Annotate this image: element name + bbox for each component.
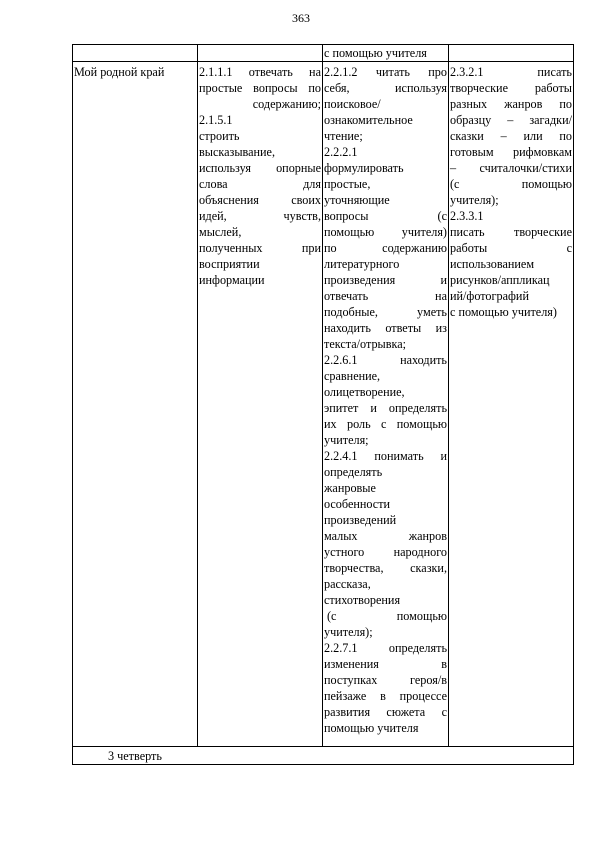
col3-line: находить ответы из	[324, 321, 447, 335]
col-divider-1	[197, 44, 198, 747]
col4-line: творческие работы	[450, 81, 572, 95]
col3-line: помощью учителя)	[324, 225, 447, 239]
col2-line: простые вопросы по	[199, 81, 321, 95]
writing-goals-cell	[450, 64, 572, 320]
topic-cell	[74, 64, 195, 80]
col3-line: отвечать на	[324, 289, 447, 303]
table-bottom-border	[72, 764, 574, 765]
col3-line: поисковое/	[324, 97, 381, 111]
col3-line: по содержанию	[324, 241, 447, 255]
col3-line: учителя;	[324, 433, 369, 447]
col4-line: разных жанров по	[450, 97, 572, 111]
col3-line: ознакомительное	[324, 113, 413, 127]
col2-line: восприятии	[199, 257, 260, 271]
col-divider-3	[448, 44, 449, 747]
col4-line: (с помощью	[450, 177, 572, 191]
continuation-row-col3	[324, 45, 446, 61]
continuation-text: с помощью учителя	[324, 46, 427, 60]
col3-line: определять	[324, 465, 383, 479]
col2-line: содержанию;	[252, 97, 321, 111]
col2-line: 2.1.5.1	[199, 113, 233, 127]
col3-line: устного народного	[324, 545, 447, 559]
col3-line: литературного	[324, 257, 400, 271]
col3-line: 2.2.4.1 понимать и	[324, 449, 447, 463]
col4-line: использованием	[450, 257, 535, 271]
col2-line: информации	[199, 273, 265, 287]
col3-line: простые,	[324, 177, 371, 191]
col3-line: особенности	[324, 497, 391, 511]
col2-line: высказывание,	[199, 145, 276, 159]
table-right-border	[573, 44, 574, 765]
col4-line: писать творческие	[450, 225, 572, 239]
col4-line: учителя);	[450, 193, 499, 207]
col3-line: произведений	[324, 513, 397, 527]
col2-line: слова для	[199, 177, 321, 191]
table-left-border	[72, 44, 73, 765]
col3-line: сравнение,	[324, 369, 381, 383]
topic-title: Мой родной край	[74, 65, 165, 79]
col3-line: себя, используя	[324, 81, 447, 95]
col3-line: 2.2.1.2 читать про	[324, 65, 447, 79]
col3-line: учителя);	[324, 625, 373, 639]
col4-line: образцу – загадки/	[450, 113, 572, 127]
col3-line: пейзаже в процессе	[324, 689, 447, 703]
col3-line: жанровые	[324, 481, 376, 495]
col4-line: с помощью учителя)	[450, 305, 557, 319]
quarter-label: 3 четверть	[108, 749, 162, 763]
col2-line: полученных при	[199, 241, 321, 255]
col-divider-2	[322, 44, 323, 747]
col3-line: 2.2.7.1 определять	[324, 641, 447, 655]
col3-line: 2.2.2.1	[324, 145, 358, 159]
col3-line: вопросы (с	[324, 209, 447, 223]
col2-line: объяснения своих	[199, 193, 321, 207]
col3-line: развития сюжета с	[324, 705, 447, 719]
quarter-row	[108, 748, 308, 764]
col4-line: сказки – или по	[450, 129, 572, 143]
col3-line: уточняющие	[324, 193, 390, 207]
col3-line: чтение;	[324, 129, 363, 143]
row-divider-2	[72, 746, 574, 747]
page-number: 363	[292, 11, 310, 25]
col3-line: творчества, сказки,	[324, 561, 447, 575]
col3-line: помощью учителя	[324, 721, 419, 735]
col2-line: 2.1.1.1 отвечать на	[199, 65, 321, 79]
col3-line: изменения в	[324, 657, 447, 671]
col4-line: готовым рифмовкам	[450, 145, 572, 159]
col2-line: используя опорные	[199, 161, 321, 175]
col3-line: поступках героя/в	[324, 673, 447, 687]
col2-line: мыслей,	[199, 225, 242, 239]
table-top-border	[72, 44, 574, 45]
listening-speaking-goals-cell	[199, 64, 321, 288]
reading-goals-cell	[324, 64, 447, 736]
row-divider-1	[72, 61, 574, 62]
col2-line: строить	[199, 129, 240, 143]
col3-line: подобные, уметь	[324, 305, 447, 319]
col3-line: формулировать	[324, 161, 404, 175]
col3-line: малых жанров	[324, 529, 447, 543]
col3-line: олицетворение,	[324, 385, 405, 399]
col3-line: (с помощью	[327, 609, 447, 623]
col4-line: ий/фотографий	[450, 289, 529, 303]
col4-line: рисунков/аппликац	[450, 273, 550, 287]
col4-line: – считалочки/стихи	[450, 161, 572, 175]
col4-line: работы с	[450, 241, 572, 255]
col3-line: текста/отрывка;	[324, 337, 407, 351]
col3-line: рассказа,	[324, 577, 371, 591]
col3-line: стихотворения	[324, 593, 401, 607]
col3-line: их роль с помощью	[324, 417, 447, 431]
col3-line: 2.2.6.1 находить	[324, 353, 447, 367]
col4-line: 2.3.2.1 писать	[450, 65, 572, 79]
col2-line: идей, чувств,	[199, 209, 321, 223]
col3-line: эпитет и определять	[324, 401, 447, 415]
col4-line: 2.3.3.1	[450, 209, 484, 223]
col3-line: произведения и	[324, 273, 447, 287]
